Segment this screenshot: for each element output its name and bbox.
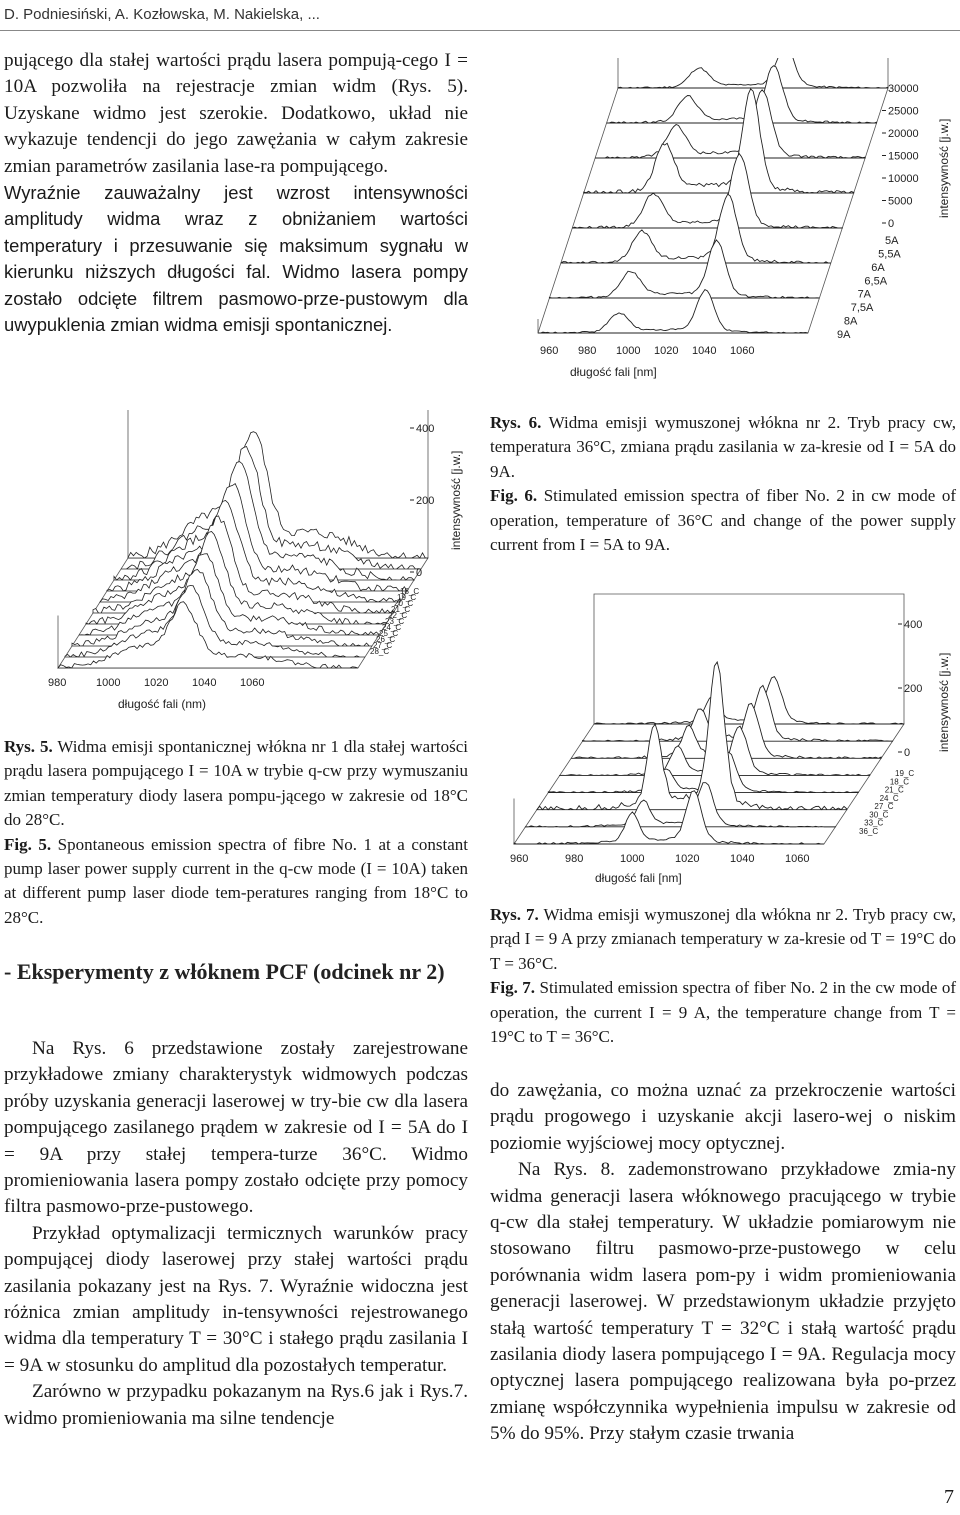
fig6-ytick-5: 5000 bbox=[888, 195, 913, 208]
fig6-series-label-4: 7A bbox=[857, 288, 872, 301]
fig7-series-label-6: 33_C bbox=[864, 818, 884, 828]
figure-5-caption bbox=[4, 735, 468, 930]
fig5-xtick-1: 1000 bbox=[96, 677, 121, 689]
fig7-series-label-7: 36_C bbox=[859, 827, 879, 836]
figure-6 bbox=[500, 58, 956, 398]
fig6-series-label-3: 6,5A bbox=[864, 275, 888, 288]
figure-7-caption bbox=[490, 903, 956, 1049]
fig5-xtick-0: 980 bbox=[48, 677, 67, 689]
fig7-series-label-5: 30_C bbox=[869, 810, 889, 820]
paragraph-5: Zarówno w przypadku pokazanym na Rys.6 jak i Rys.7. widmo promieniowania ma silne tendencje bbox=[4, 1381, 468, 1429]
fig7-caption-en: Stimulated emission spectra of fiber No. 2 in the cw mode of operation, the current I = 9 A, the temperature change from T = 19°C to T = 36°C. bbox=[490, 978, 956, 1047]
fig5-caption-pl: Widma emisji spontanicznej włókna nr 1 dla stałej wartości prądu lasera pompującego I = 10A w trybie q-cw przy wymuszaniu zmian temperatury diody lasera pompu-jącego w zakresie od 18°C do 28°C. bbox=[4, 737, 469, 830]
header-rule bbox=[0, 30, 960, 31]
fig6-caption-en: Stimulated emission spectra of fiber No. 2 in cw mode of operation, temperature of 36°C and change of the power supply current from I = 5A to 9A. bbox=[490, 486, 957, 555]
fig6-series-4 bbox=[584, 89, 854, 193]
fig6-back-wall bbox=[618, 58, 888, 88]
paragraph-4: Przykład optymalizacji termicznych warunków pracy pompującej diody laserowej przy stałej wartości prądu zasilania pokazany jest na Rys. 7. Wyraźnie widoczna jest różnica zmian amplitudy in-tensywności rejestrowanego widma dla temperatury T = 30°C i stałego prądu zasilania I = 9A w stosunku do amplitud dla pozostałych temperatur. bbox=[4, 1222, 468, 1376]
fig5-ytick-2: 0 bbox=[416, 567, 423, 579]
fig5-series-label-8: 26_C bbox=[376, 635, 396, 644]
left-column-top bbox=[4, 48, 468, 338]
fig5-ytick-0: 400 bbox=[416, 423, 435, 435]
fig5-series-label-1: 19_C bbox=[397, 593, 417, 602]
fig7-xtick-3: 1020 bbox=[675, 853, 700, 865]
fig7-series-label-4: 27_C bbox=[874, 802, 894, 812]
fig5-series-label-6: 24_C bbox=[382, 623, 402, 632]
fig6-series-3 bbox=[595, 90, 865, 158]
fig6-xtick-2: 1000 bbox=[616, 345, 641, 357]
fig5-xtick-4: 1060 bbox=[240, 677, 265, 689]
fig5-caption-en-label: Fig. 5. bbox=[4, 834, 52, 854]
fig6-y-axis-label: intensywność [j.w.] bbox=[937, 118, 951, 218]
fig6-ytick-3: 15000 bbox=[888, 150, 919, 163]
left-column-bottom bbox=[4, 1036, 468, 1432]
fig5-series-label-5: 23_C bbox=[385, 617, 405, 626]
paragraph-3: Na Rys. 6 przedstawione zostały zarejestrowane przykładowe zmiany charakterystyk widmowych podczas próby uzyskania generacji laserowej w try-bie cw dla lasera pompującego zasilanego prądem w zakresie od I = 5A do I = 9A przy stałej tempera-turze 36°C. Widmo promieniowania lasera pompy zostało odcięte przy pomocy filtra pasmowo-prze-pustowego. bbox=[4, 1038, 468, 1218]
fig7-x-axis-label: długość fali [nm] bbox=[595, 871, 682, 885]
paragraph-7: Na Rys. 8. zademonstrowano przykładowe zmia-ny widma generacji lasera włóknowego pracującego w trybie q-cw dla stałej temperatury. W układzie pomiarowym nie stosowano filtru pasmowo-prze-pustowego w celu porównania widm lasera pom-py i widm promieniowania generacji laserowej. W przedstawionym układzie przyjęto stałą wartość temperatury T = 32°C i stałą wartość prądu zasilania diody lasera pompującego I = 9A. Regulacja mocy optycznej lasera pompującego realizowana była po-przez zmianę współczynnika wypełnienia impulsu w zakresie od 5% do 95%. Przy stałym czasie trwania bbox=[490, 1159, 956, 1445]
figure-6-caption bbox=[490, 411, 956, 557]
section-heading: - Eksperymenty z włóknem PCF (odcinek nr 2) bbox=[4, 959, 445, 984]
fig6-series-7 bbox=[549, 240, 819, 298]
fig6-series-2 bbox=[607, 66, 877, 123]
page-number: 7 bbox=[944, 1486, 954, 1508]
fig6-series-label-5: 7,5A bbox=[850, 302, 874, 315]
fig7-xtick-0: 960 bbox=[510, 853, 529, 865]
fig7-series-label-2: 21_C bbox=[884, 785, 904, 795]
fig6-ytick-4: 10000 bbox=[888, 173, 919, 185]
fig7-caption-en-label: Fig. 7. bbox=[490, 978, 536, 998]
fig5-xtick-2: 1020 bbox=[144, 677, 169, 689]
fig5-x-axis-label: długość fali (nm) bbox=[118, 697, 207, 711]
figure-5 bbox=[8, 410, 478, 720]
fig7-xtick-5: 1060 bbox=[785, 853, 810, 865]
fig6-series-label-6: 8A bbox=[843, 315, 858, 328]
fig5-y-axis-label: intensywność [j.w.] bbox=[449, 450, 463, 550]
fig5-caption-pl-label: Rys. 5. bbox=[4, 737, 53, 756]
paragraph-1: pującego dla stałej wartości prądu lasera pompują-cego I = 10A pozwoliła na rejestracje zmian widm (Rys. 5). Uzyskane widmo jest szerokie. Dodatkowo, układ nie wykazuje tendencji do jego zawężania w całym zakresie zmian parametrów zasilania lase-ra pompującego. bbox=[4, 50, 468, 177]
figure-7 bbox=[500, 582, 956, 892]
fig5-caption-en: Spontaneous emission spectra of fibre No. 1 at a constant pump laser power supply current in the q-cw mode (I = 10A) taken at different pump laser diode tem-peratures ranging from 18°C to 28°C. bbox=[4, 834, 468, 927]
figure-7-chart bbox=[500, 582, 956, 892]
fig7-ytick-1: 200 bbox=[904, 683, 923, 695]
fig5-series-label-10: 28_C bbox=[370, 647, 390, 656]
fig6-ytick-2: 20000 bbox=[888, 128, 919, 140]
fig7-series-label-3: 24_C bbox=[879, 793, 899, 803]
fig5-series-label-7: 25_C bbox=[379, 629, 399, 638]
fig7-xtick-2: 1000 bbox=[620, 853, 645, 865]
fig6-series-label-7: 9A bbox=[837, 329, 851, 341]
fig6-caption-pl: Widma emisji wymuszonej włókna nr 2. Tryb pracy cw, temperatura 36°C, zmiana prądu zasilania w za-kresie od I = 5A do 9A. bbox=[490, 413, 956, 481]
fig6-series-label-1: 5,5A bbox=[878, 248, 901, 261]
fig5-xtick-3: 1040 bbox=[192, 677, 217, 689]
fig6-series-label-0: 5A bbox=[885, 235, 899, 247]
fig7-ytick-0: 400 bbox=[904, 619, 923, 631]
fig5-series-label-2: 20_C bbox=[394, 599, 414, 608]
fig7-xtick-1: 980 bbox=[565, 853, 584, 865]
fig5-series-label-4: 22_C bbox=[388, 611, 408, 620]
fig6-caption-pl-label: Rys. 6. bbox=[490, 413, 542, 432]
fig6-ytick-6: 0 bbox=[888, 218, 895, 230]
fig7-y-axis-label: intensywność [j.w.] bbox=[937, 652, 951, 752]
fig6-xtick-3: 1020 bbox=[654, 345, 679, 357]
fig7-ytick-2: 0 bbox=[904, 747, 911, 759]
paragraph-6: do zawężania, co można uznać za przekroczenie wartości prądu progowego i uzyskanie akcji lasero-wej o niskim poziomie wyjściowej mocy optycznej. bbox=[490, 1080, 956, 1154]
fig6-x-axis-label: długość fali [nm] bbox=[570, 365, 657, 379]
fig6-series-6 bbox=[561, 194, 831, 263]
fig6-xtick-1: 980 bbox=[578, 345, 597, 357]
fig7-series-label-0: 19_C bbox=[895, 769, 915, 778]
fig6-caption-en-label: Fig. 6. bbox=[490, 486, 538, 506]
fig6-series-label-2: 6A bbox=[871, 261, 885, 274]
figure-6-chart bbox=[500, 58, 956, 398]
fig5-series-label-9: 27_C bbox=[373, 641, 393, 650]
fig7-series-label-1: 18_C bbox=[889, 777, 909, 787]
fig6-ytick-1: 25000 bbox=[888, 105, 919, 118]
fig5-series-label-0: 18_C bbox=[400, 587, 420, 596]
fig6-ytick-0: 30000 bbox=[888, 83, 919, 95]
fig7-caption-pl-label: Rys. 7. bbox=[490, 905, 539, 924]
fig5-series-label-3: 21_C bbox=[391, 605, 411, 614]
right-column-bottom bbox=[490, 1078, 956, 1448]
fig6-xtick-5: 1060 bbox=[730, 345, 755, 357]
running-head: D. Podniesiński, A. Kozłowska, M. Nakielska, ... bbox=[4, 6, 320, 23]
figure-5-chart bbox=[8, 410, 478, 720]
paragraph-2: Wyraźnie zauważalny jest wzrost intensywności amplitudy widma wraz z obniżaniem wartości temperatury i przesuwanie się maksimum sygnału w kierunku niższych długości fal. Widmo lasera pompy zostało odcięte filtrem pasmowo-prze-pustowym dla uwypuklenia zmian widma emisji spontanicznej. bbox=[4, 182, 468, 336]
fig6-xtick-0: 960 bbox=[540, 345, 559, 357]
fig6-xtick-4: 1040 bbox=[692, 345, 717, 357]
fig5-ytick-1: 200 bbox=[416, 495, 435, 507]
fig6-series-1 bbox=[618, 58, 888, 88]
fig7-xtick-4: 1040 bbox=[730, 853, 755, 865]
fig7-caption-pl: Widma emisji wymuszonej dla włókna nr 2. Tryb pracy cw, prąd I = 9 A przy zmianach temperatury w za-kresie od T = 19°C do T = 36°C. bbox=[490, 905, 956, 973]
